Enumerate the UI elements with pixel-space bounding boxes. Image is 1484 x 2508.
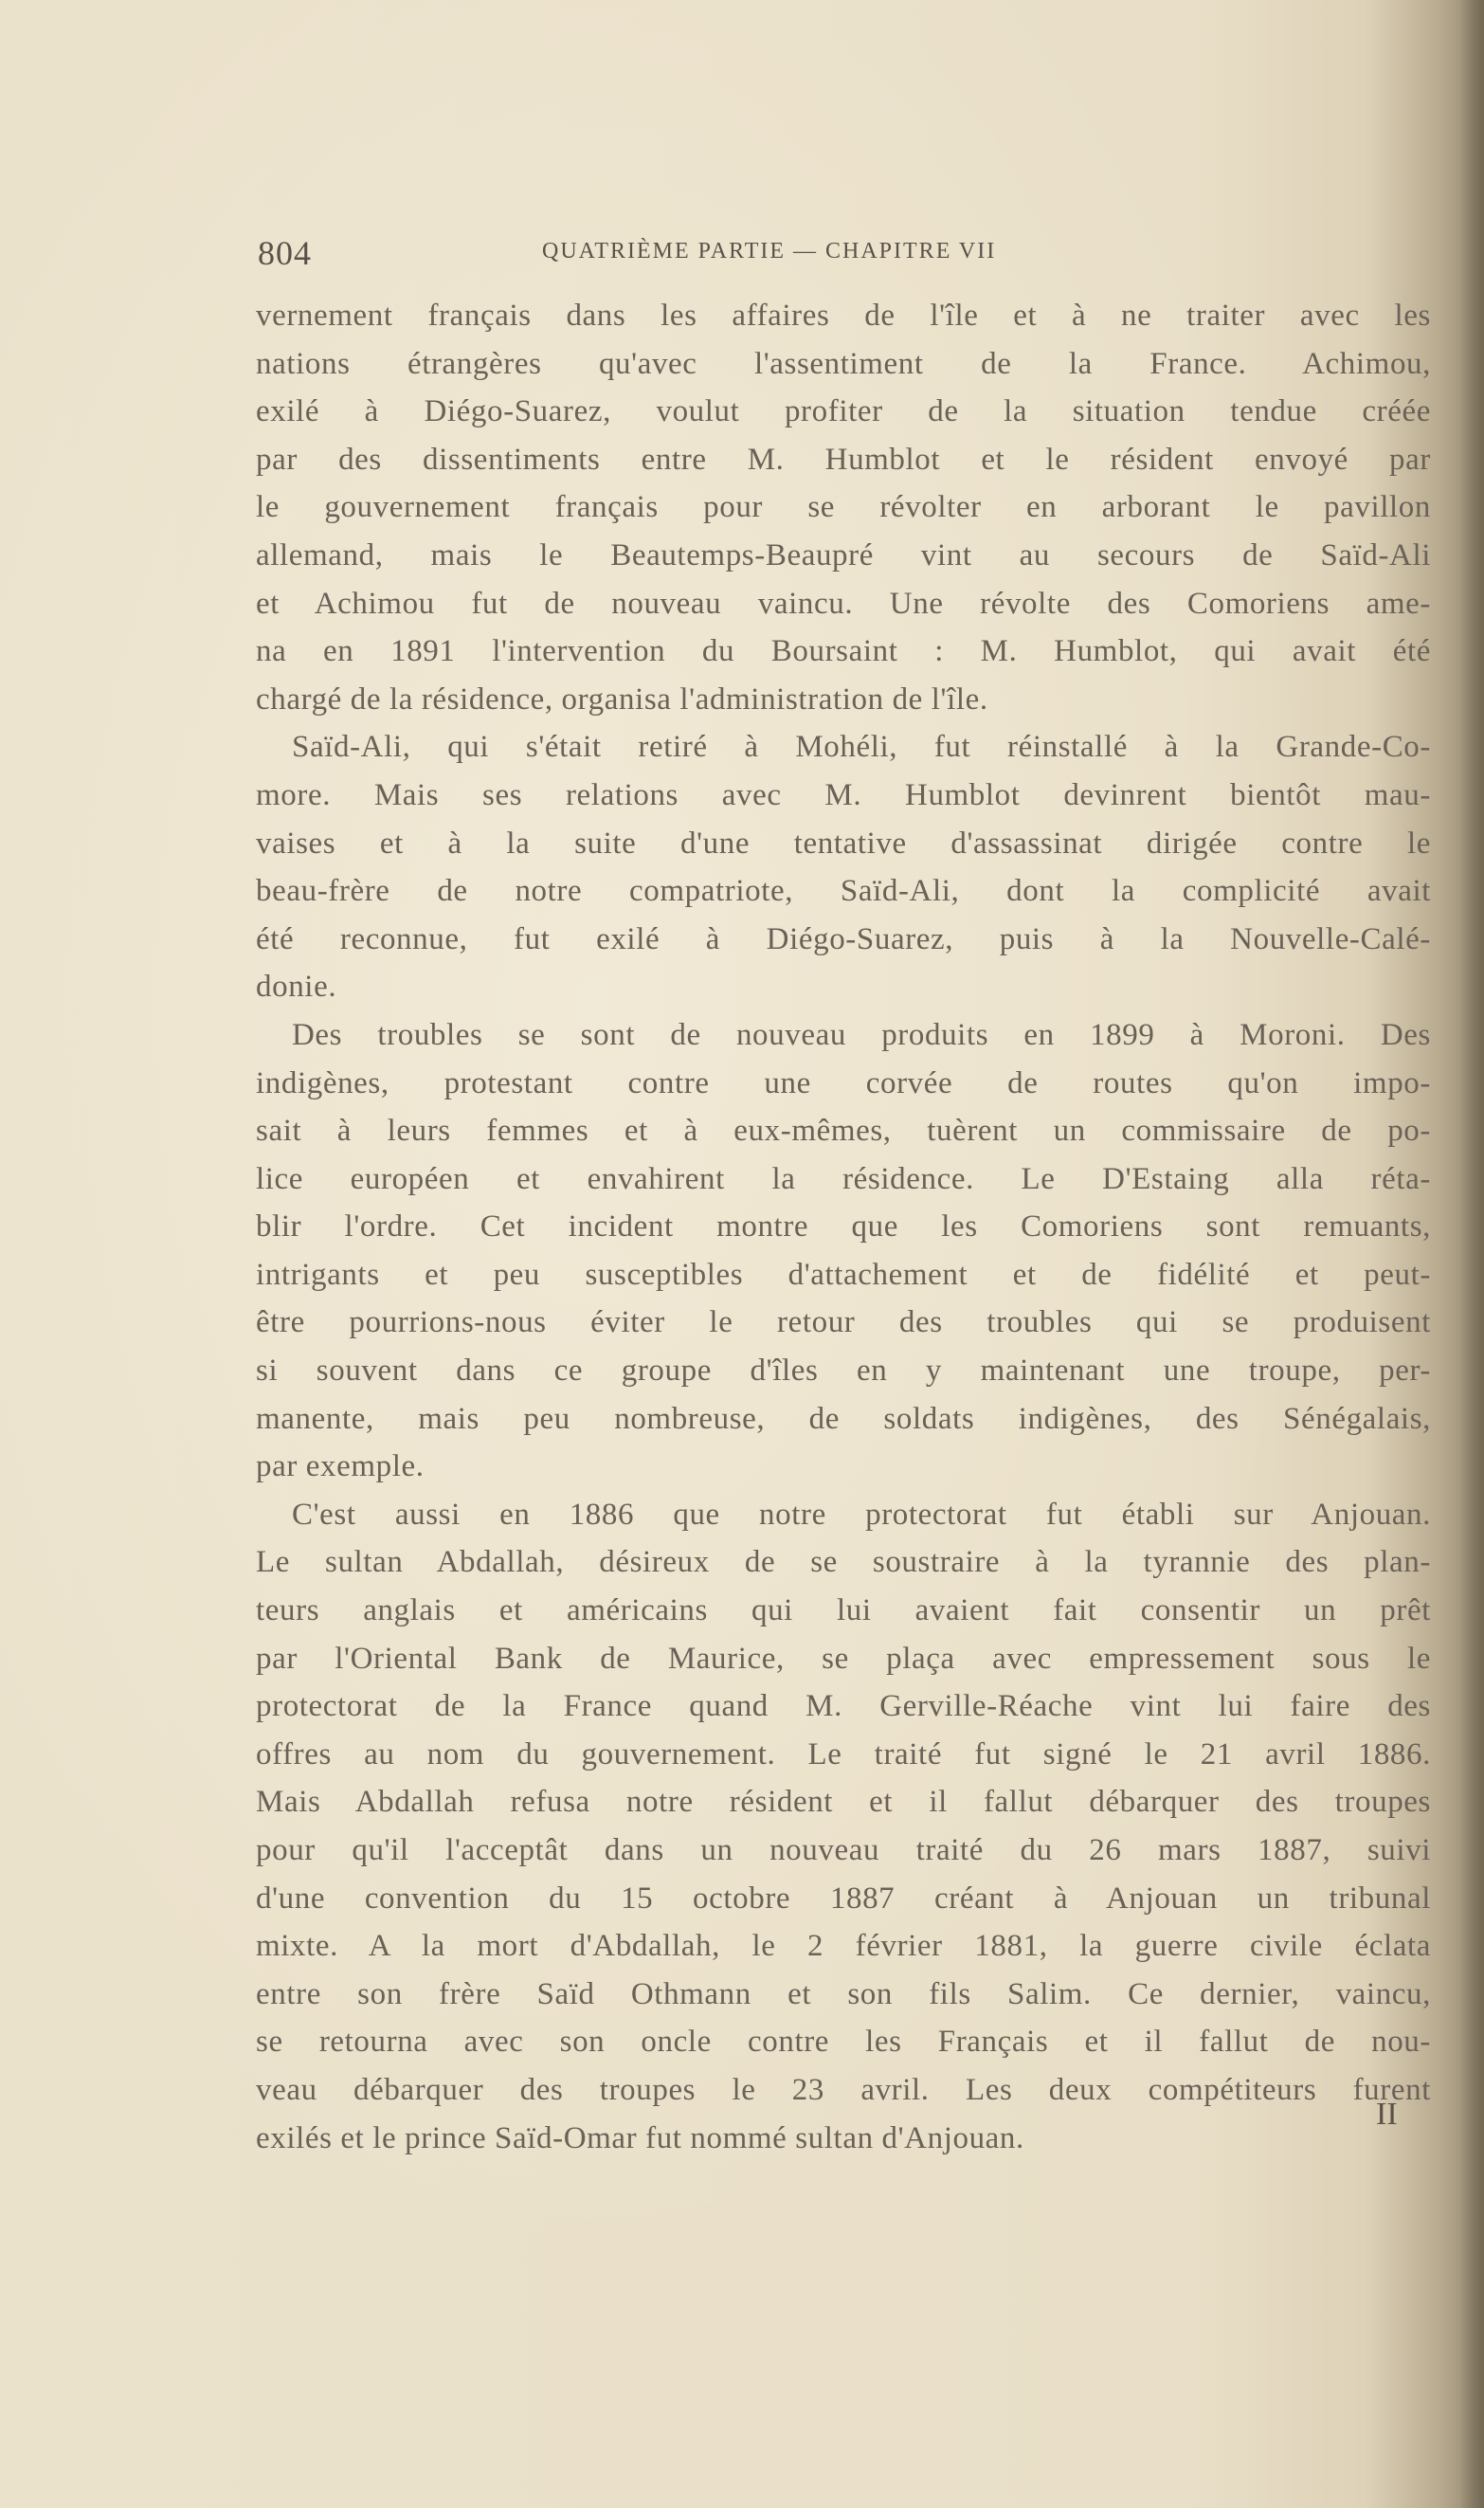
page-header	[258, 233, 1431, 271]
body-text	[256, 292, 1431, 2162]
text-line: blir l'ordre. Cet incident montre que les Comoriens sont remuants,	[256, 1209, 1431, 1245]
text-line: si souvent dans ce groupe d'îles en y maintenant une troupe, per-	[256, 1354, 1431, 1389]
text-line: mixte. A la mort d'Abdallah, le 2 février 1881, la guerre civile éclata	[256, 1929, 1431, 1964]
text-line: se retourna avec son oncle contre les Français et il fallut de nou-	[256, 2025, 1431, 2060]
text-line: manente, mais peu nombreuse, de soldats indigènes, des Sénégalais,	[256, 1401, 1431, 1436]
page-edge-shadow	[1459, 0, 1484, 2508]
text-line: sait à leurs femmes et à eux-mêmes, tuèrent un commissaire de po-	[256, 1114, 1431, 1149]
page-mark: II	[1376, 2097, 1398, 2132]
text-line: le gouvernement français pour se révolter en arborant le pavillon	[256, 490, 1431, 525]
text-line: lice européen et envahirent la résidence. Le D'Estaing alla réta-	[256, 1161, 1431, 1196]
text-line: Des troubles se sont de nouveau produits en 1899 à Moroni. Des	[292, 1017, 1431, 1052]
text-line: exilés et le prince Saïd-Omar fut nommé sultan d'Anjouan.	[256, 2120, 1024, 2155]
text-line: C'est aussi en 1886 que notre protectorat fut établi sur Anjouan.	[292, 1497, 1431, 1532]
text-line: entre son frère Saïd Othmann et son fils Salim. Ce dernier, vaincu,	[256, 1976, 1431, 2011]
page-number: 804	[258, 234, 312, 272]
text-line: intrigants et peu susceptibles d'attachement et de fidélité et peut-	[256, 1257, 1431, 1292]
text-line: chargé de la résidence, organisa l'administration de l'île.	[256, 682, 988, 717]
text-line: vaises et à la suite d'une tentative d'assassinat dirigée contre le	[256, 826, 1431, 861]
text-line: protectorat de la France quand M. Gerville-Réache vint lui faire des	[256, 1689, 1431, 1724]
text-line: exilé à Diégo-Suarez, voulut profiter de la situation tendue créée	[256, 394, 1431, 429]
text-line: donie.	[256, 970, 337, 1005]
text-line: beau-frère de notre compatriote, Saïd-Ali, dont la complicité avait	[256, 874, 1431, 909]
text-line: Saïd-Ali, qui s'était retiré à Mohéli, fut réinstallé à la Grande-Co-	[292, 730, 1431, 765]
text-line: pour qu'il l'acceptât dans un nouveau traité du 26 mars 1887, suivi	[256, 1833, 1431, 1867]
text-line: été reconnue, fut exilé à Diégo-Suarez, puis à la Nouvelle-Calé-	[256, 921, 1431, 956]
text-line: offres au nom du gouvernement. Le traité fut signé le 21 avril 1886.	[256, 1736, 1431, 1772]
text-line: et Achimou fut de nouveau vaincu. Une révolte des Comoriens ame-	[256, 586, 1431, 621]
text-line: nations étrangères qu'avec l'assentiment de la France. Achimou,	[256, 346, 1431, 381]
text-line: teurs anglais et américains qui lui avaient fait consentir un prêt	[256, 1593, 1431, 1628]
text-line: indigènes, protestant contre une corvée de routes qu'on impo-	[256, 1065, 1431, 1100]
running-head: QUATRIÈME PARTIE — CHAPITRE VII	[542, 239, 997, 264]
text-line: par l'Oriental Bank de Maurice, se plaça avec empressement sous le	[256, 1641, 1431, 1676]
text-line: par exemple.	[256, 1449, 425, 1484]
text-line: allemand, mais le Beautemps-Beaupré vint au secours de Saïd-Ali	[256, 537, 1431, 572]
text-line: veau débarquer des troupes le 23 avril. Les deux compétiteurs furent	[256, 2072, 1431, 2107]
text-line: être pourrions-nous éviter le retour des troubles qui se produisent	[256, 1305, 1431, 1340]
text-line: Le sultan Abdallah, désireux de se soustraire à la tyrannie des plan-	[256, 1545, 1431, 1580]
text-line: par des dissentiments entre M. Humblot et le résident envoyé par	[256, 442, 1431, 477]
text-line: vernement français dans les affaires de l'île et à ne traiter avec les	[256, 299, 1431, 333]
text-line: Mais Abdallah refusa notre résident et il fallut débarquer des troupes	[256, 1785, 1431, 1820]
text-line: more. Mais ses relations avec M. Humblot devinrent bientôt mau-	[256, 777, 1431, 812]
text-line: d'une convention du 15 octobre 1887 créant à Anjouan un tribunal	[256, 1881, 1431, 1916]
text-line: na en 1891 l'intervention du Boursaint : M. Humblot, qui avait été	[256, 634, 1431, 669]
